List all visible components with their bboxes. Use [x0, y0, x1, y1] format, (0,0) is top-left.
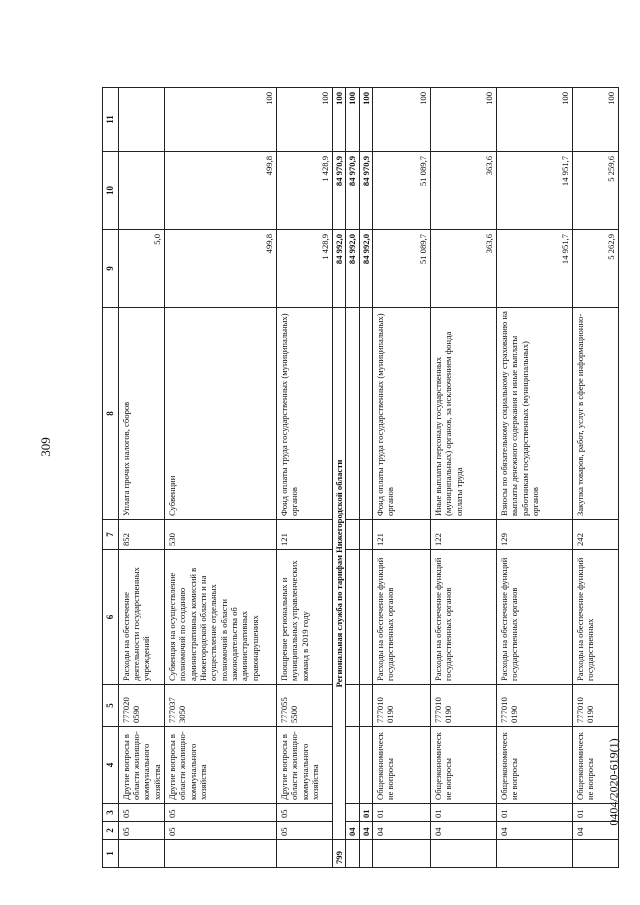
- header-cell: 8: [103, 308, 119, 520]
- cell-section-name: Общеэкономические вопросы: [430, 727, 496, 804]
- cell-plan: 5 262,9: [572, 230, 618, 308]
- cell-article-name: Расходы на обеспечение функций государственных органов: [496, 550, 572, 685]
- cell-plan: 363,6: [430, 230, 496, 308]
- header-cell: 11: [103, 88, 119, 152]
- header-cell: 10: [103, 152, 119, 230]
- table-row: [277, 88, 333, 868]
- cell-section: 05: [165, 822, 277, 840]
- table-row: [430, 88, 496, 868]
- header-cell: 6: [103, 550, 119, 685]
- table-row: [118, 88, 164, 868]
- cell-percent: 100: [333, 88, 346, 152]
- cell-expense-name: Уплата прочих налогов, сборов: [118, 308, 164, 520]
- cell-code: [346, 840, 359, 868]
- cell-subsection: 01: [430, 804, 496, 822]
- cell-article-name: Расходы на обеспечение деятельности государственных учреждений: [118, 550, 164, 685]
- cell-plan: 499,8: [165, 230, 277, 308]
- cell-subsection: 05: [277, 804, 333, 822]
- cell-percent: 100: [372, 88, 430, 152]
- cell-target-article: 777010 0190: [572, 685, 618, 727]
- cell-target-article: [359, 685, 372, 727]
- cell-expense-type: 121: [372, 520, 430, 550]
- table-row-section: [346, 88, 359, 868]
- cell-executed: 1 428,9: [277, 152, 333, 230]
- table-row: [496, 88, 572, 868]
- cell-section: 04: [346, 822, 359, 840]
- cell-executed: 499,8: [165, 152, 277, 230]
- cell-expense-name: Фонд оплаты труда государственных (муниципальных) органов: [277, 308, 333, 520]
- table-row: [165, 88, 277, 868]
- cell-subsection: 05: [118, 804, 164, 822]
- cell-expense-name: Взносы по обязательному социальному страхованию на выплаты денежного содержания и иные выплаты работникам государственных (муниципальных) органов: [496, 308, 572, 520]
- cell-expense-name: Субвенции: [165, 308, 277, 520]
- cell-subsection: 01: [572, 804, 618, 822]
- cell-target-article: 777010 0190: [496, 685, 572, 727]
- header-cell: 1: [103, 840, 119, 868]
- header-cell: 9: [103, 230, 119, 308]
- cell-plan: 1 428,9: [277, 230, 333, 308]
- cell-code: 799: [333, 840, 346, 868]
- cell-section-name: Другие вопросы в области жилищно-коммунального хозяйства: [118, 727, 164, 804]
- cell-plan: 84 992,0: [333, 230, 346, 308]
- cell-percent: [118, 88, 164, 152]
- cell-expense-type: 122: [430, 520, 496, 550]
- cell-plan: 84 992,0: [359, 230, 372, 308]
- cell-agency-name: Региональная служба по тарифам Нижегородской области: [333, 308, 346, 840]
- cell-subsection: 01: [359, 804, 372, 822]
- cell-expense-type: [359, 520, 372, 550]
- table-row: [572, 88, 618, 868]
- cell-article-name: Расходы на обеспечение функций государственных органов: [372, 550, 430, 685]
- cell-target-article: 777020 0590: [118, 685, 164, 727]
- cell-executed: 51 089,7: [372, 152, 430, 230]
- cell-expense-name: Фонд оплаты труда государственных (муниципальных) органов: [372, 308, 430, 520]
- cell-subsection: 05: [165, 804, 277, 822]
- cell-plan: 84 992,0: [346, 230, 359, 308]
- cell-section: 05: [118, 822, 164, 840]
- cell-code: [165, 840, 277, 868]
- cell-target-article: 777055 5500: [277, 685, 333, 727]
- cell-article-name: Расходы на обеспечение функций государственных органов: [430, 550, 496, 685]
- document-code: 0404/2020-619(1): [606, 738, 621, 826]
- cell-plan: 5,0: [118, 230, 164, 308]
- header-cell: 5: [103, 685, 119, 727]
- cell-executed: 84 970,9: [359, 152, 372, 230]
- table-row-subsection: [359, 88, 372, 868]
- cell-percent: 100: [359, 88, 372, 152]
- cell-article-name: Расходы на обеспечение функций государственных: [572, 550, 618, 685]
- header-cell: 2: [103, 822, 119, 840]
- cell-percent: 100: [346, 88, 359, 152]
- cell-percent: 100: [430, 88, 496, 152]
- cell-target-article: 777037 3050: [165, 685, 277, 727]
- cell-subsection: [346, 804, 359, 822]
- cell-expense-type: 242: [572, 520, 618, 550]
- cell-expense-type: 852: [118, 520, 164, 550]
- cell-section-name: Общеэкономические вопросы: [572, 727, 618, 804]
- cell-section-name: [359, 727, 372, 804]
- cell-expense-name: Закупка товаров, работ, услуг в сфере информационно-: [572, 308, 618, 520]
- cell-percent: 100: [572, 88, 618, 152]
- cell-executed: 84 970,9: [346, 152, 359, 230]
- cell-code: [496, 840, 572, 868]
- cell-plan: 51 089,7: [372, 230, 430, 308]
- cell-executed: 14 951,7: [496, 152, 572, 230]
- cell-code: [118, 840, 164, 868]
- cell-code: [277, 840, 333, 868]
- cell-executed: 84 970,9: [333, 152, 346, 230]
- cell-code: [359, 840, 372, 868]
- cell-expense-name: Иные выплаты персоналу государственных (муниципальных) органов, за исключением фонда оплаты труда: [430, 308, 496, 520]
- cell-section-name: Общеэкономические вопросы: [372, 727, 430, 804]
- cell-expense-name: [359, 308, 372, 520]
- cell-percent: 100: [277, 88, 333, 152]
- cell-subsection: 01: [372, 804, 430, 822]
- cell-percent: 100: [496, 88, 572, 152]
- cell-target-article: [346, 685, 359, 727]
- table-row-agency: [333, 88, 346, 868]
- cell-expense-type: 129: [496, 520, 572, 550]
- cell-section: 04: [359, 822, 372, 840]
- cell-target-article: 777010 0190: [430, 685, 496, 727]
- page-number: 309: [38, 437, 53, 457]
- cell-section-name: Другие вопросы в области жилищно-коммунального хозяйства: [165, 727, 277, 804]
- cell-section: 05: [277, 822, 333, 840]
- cell-section: 04: [372, 822, 430, 840]
- cell-executed: [118, 152, 164, 230]
- cell-section: 04: [430, 822, 496, 840]
- cell-section-name: Другие вопросы в области жилищно-коммунального хозяйства: [277, 727, 333, 804]
- cell-expense-type: 121: [277, 520, 333, 550]
- cell-expense-type: [346, 520, 359, 550]
- cell-executed: 363,6: [430, 152, 496, 230]
- cell-subsection: 01: [496, 804, 572, 822]
- cell-code: [372, 840, 430, 868]
- cell-article-name: [359, 550, 372, 685]
- cell-target-article: 777010 0190: [372, 685, 430, 727]
- header-row: [103, 88, 119, 868]
- cell-expense-name: [346, 308, 359, 520]
- header-cell: 3: [103, 804, 119, 822]
- cell-section: 04: [572, 822, 618, 840]
- cell-article-name: [346, 550, 359, 685]
- cell-section-name: [346, 727, 359, 804]
- cell-article-name: Поощрение региональных и муниципальных управленческих команд в 2019 году: [277, 550, 333, 685]
- cell-code: [572, 840, 618, 868]
- cell-expense-type: 530: [165, 520, 277, 550]
- cell-percent: 100: [165, 88, 277, 152]
- cell-executed: 5 259,6: [572, 152, 618, 230]
- header-cell: 4: [103, 727, 119, 804]
- cell-section: 04: [496, 822, 572, 840]
- cell-article-name: Субвенция на осуществление полномочий по созданию административных комиссий в Нижегородской области и на осуществление отдельных полномочий в области законодательства об административных правонарушениях: [165, 550, 277, 685]
- cell-code: [430, 840, 496, 868]
- header-cell: 7: [103, 520, 119, 550]
- cell-section-name: Общеэкономические вопросы: [496, 727, 572, 804]
- cell-plan: 14 951,7: [496, 230, 572, 308]
- table-row: [372, 88, 430, 868]
